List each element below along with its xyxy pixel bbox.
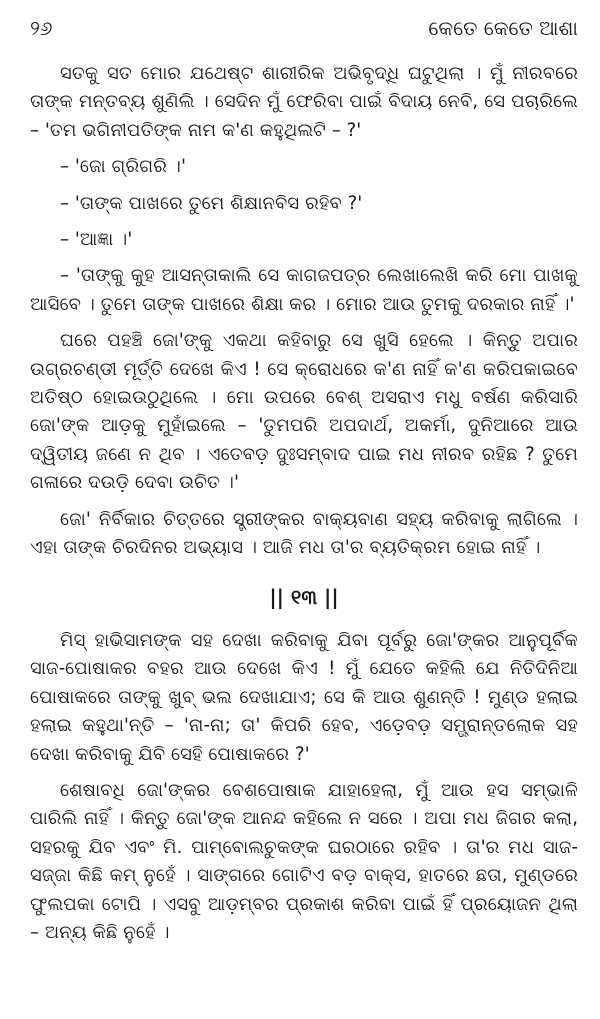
page-header [30,16,578,46]
dialogue-line: – 'ତାଙ୍କ ପାଖରେ ତୁମେ ଶିକ୍ଷାନବିସ ରହିବ ?' [60,192,363,214]
dialogue-line: – 'ଜୋ ଗ୍ରିଗରି ।' [60,156,186,178]
page-body [30,60,578,955]
paragraph: – 'ତାଙ୍କୁ କୁହ ଆସନ୍ତାକାଲି ସେ କାଗଜପତ୍ର ଲେଖାଲେଖି କରି ମୋ ପାଖକୁ ଆସିବେ । ତୁମେ ତାଙ୍କ ପାଖରେ ଶିକ୍ଷା କର । ମୋର ଆଉ ତୁମକୁ ଦରକାର ନାହିଁ ।' [30,265,578,315]
paragraph: ଶେଷାବଧି ଜୋ'ଙ୍କର ବେଶପୋଷାକ ଯାହାହେଲା, ମୁଁ ଆଉ ହସ ସମ୍ଭାଳି ପାରିଲି ନାହିଁ । କିନ୍ତୁ ଜୋ'ଙ୍କ ଆନନ୍ଦ କହିଲେ ନ ସରେ । ଅପା ମଧ ଜିଗର କଲା, ସହରକୁ ଯିବ ଏବଂ ମି. ପାମ୍ବୋଲଚୁକଙ୍କ ଘରଠାରେ ରହିବ । ତା'ର ମଧ ସାଜ-ସଜ୍ଜା କିଛି କମ୍ ନୁହେଁ । ସାଙ୍ଗରେ ଗୋଟିଏ ବଡ଼ ବାକ୍ସ, ହାତରେ ଛତା, ମୁଣ୍ଡରେ ଫୁଲପକା ଟୋପି । ଏସବୁ ଆଡ଼ମ୍ବର ପ୍ରକାଶ କରିବା ପାଇଁ ହିଁ ପ୍ରୟୋଜନ ଥିଲା – ଅନ୍ୟ କିଛି ନୁହେଁ । [30,779,578,943]
page-number: ୨୬ [30,16,53,40]
chapter-heading: || ୧୩ || [269,584,339,609]
paragraph: ଘରେ ପହଞ୍ଚି ଜୋ'ଙ୍କୁ ଏକଥା କହିବାରୁ ସେ ଖୁସି ହେଲେ । କିନ୍ତୁ ଅପାର ଉଗ୍ରଚଣ୍ଡୀ ମୂର୍ତ୍ତି ଦେଖେ କିଏ ! ସେ କ୍ରୋଧରେ କ'ଣ ନାହିଁ କ'ଣ କରିପକାଇବେ ଅତିଷ୍ଠ ହୋଇଉଠୁଥିଲେ । ମୋ ଉପରେ ବେଶ୍ ଅସରାଏ ମଧୁ ବର୍ଷଣ କରିସାରି ଜୋ'ଙ୍କ ଆଡ଼କୁ ମୁହାଁଇଲେ – 'ତୁମପରି ଅପଦାର୍ଥ, ଅକର୍ମା, ଦୁନିଆରେ ଆଉ ଦ୍ୱିତୀୟ ଜଣେ ନ ଥିବ । ଏତେବଡ଼ ଦୁଃସମ୍ବାଦ ପାଇ ମଧ ନୀରବ ରହିଛ ? ତୁମେ ଗଳାରେ ଦଉଡ଼ି ଦେବା ଉଚିତ ।' [30,330,578,494]
paragraph: ଜୋ' ନିର୍ବିକାର ଚିତ୍ତରେ ସ୍ତ୍ରୀଙ୍କର ବାକ୍ୟବାଣ ସହ୍ୟ କରିବାକୁ ଲାଗିଲେ । ଏହା ତାଙ୍କ ଚିରଦିନର ଅଭ୍ୟାସ । ଆଜି ମଧ ତା'ର ବ୍ୟତିକ୍ରମ ହୋଇ ନାହିଁ । [30,508,578,559]
paragraph: ମିସ୍ ହାଭିସାମଙ୍କ ସହ ଦେଖା କରିବାକୁ ଯିବା ପୂର୍ବରୁ ଜୋ'ଙ୍କର ଆନୁପୂର୍ବିକ ସାଜ-ପୋଷାକର ବହର ଆଉ ଦେଖେ କିଏ ! ମୁଁ ଯେତେ କହିଲି ଯେ ନିତିଦିନିଆ ପୋଷାକରେ ତାଙ୍କୁ ଖୁବ୍ ଭଲ ଦେଖାଯାଏ; ସେ କି ଆଉ ଶୁଣନ୍ତି ! ମୁଣ୍ଡ ହଲାଇ ହଲାଇ କହୁଥା'ନ୍ତି – 'ନା-ନା; ତା' କିପରି ହେବ, ଏଡ଼େବଡ଼ ସମ୍ଭ୍ରାନ୍ତଲୋକ ସହ ଦେଖା କରିବାକୁ ଯିବି ସେହି ପୋଷାକରେ ?' [30,629,578,765]
running-title: କେତେ କେତେ ଆଶା [428,16,578,40]
dialogue-line: – 'ଆଜ୍ଞା ।' [60,229,133,251]
paragraph: ସତକୁ ସତ ମୋର ଯଥେଷ୍ଟ ଶାରୀରିକ ଅଭିବୃଦ୍ଧି ଘଟୁଥିଲା । ମୁଁ ନୀରବରେ ତାଙ୍କ ମନ୍ତବ୍ୟ ଶୁଣିଲି । ସେଦିନ ମୁଁ ଫେରିବା ପାଇଁ ବିଦାୟ ନେବି, ସେ ପଚାରିଲେ – 'ତମ ଭଗିନୀପତିଙ୍କ ନାମ କ'ଣ କହୁଥିଲଟି – ?' [30,63,578,141]
